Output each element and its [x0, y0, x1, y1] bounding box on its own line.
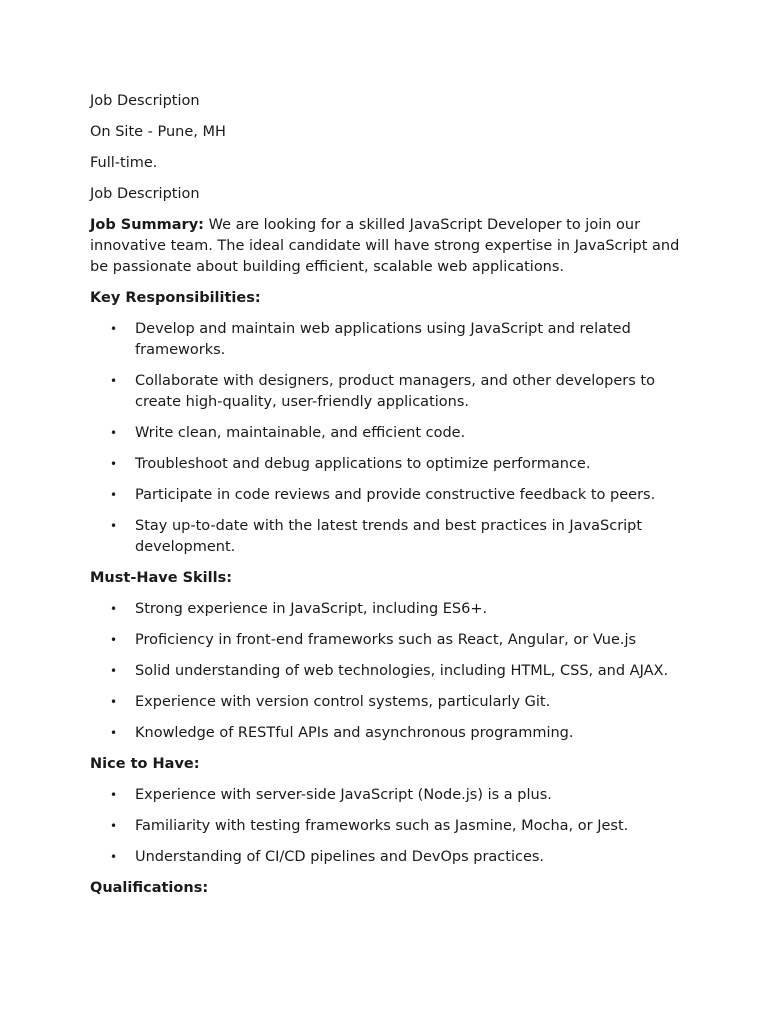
document-page	[90, 91, 690, 909]
list-item-text: Familiarity with testing frameworks such as Jasmine, Mocha, or Jest.	[135, 818, 629, 834]
job-summary-label: Job Summary:	[90, 217, 204, 233]
bullet-icon: •	[110, 819, 118, 833]
list-item	[90, 723, 690, 744]
doc-title: Job Description	[90, 93, 200, 109]
list-item	[90, 692, 690, 713]
list-item	[90, 319, 690, 361]
list-item-text: Understanding of CI/CD pipelines and DevOps practices.	[135, 849, 545, 865]
list-item-text: Develop and maintain web applications using JavaScript and related frameworks.	[135, 321, 631, 358]
bullet-icon: •	[110, 695, 118, 709]
qualifications-heading: Qualifications:	[90, 880, 209, 896]
list-item	[90, 423, 690, 444]
list-item-text: Collaborate with designers, product managers, and other developers to create high-quality, user-friendly applications.	[135, 373, 655, 410]
list-item-text: Strong experience in JavaScript, including ES6+.	[135, 601, 488, 617]
job-summary-text: We are looking for a skilled JavaScript Developer to join our innovative team. The ideal candidate will have strong expertise in JavaScript and be passionate about building efficient, scalable web applications.	[90, 217, 680, 275]
bullet-icon: •	[110, 788, 118, 802]
list-item	[90, 661, 690, 682]
list-item	[90, 371, 690, 413]
bullet-icon: •	[110, 602, 118, 616]
list-item-text: Solid understanding of web technologies, including HTML, CSS, and AJAX.	[135, 663, 669, 679]
list-item	[90, 785, 690, 806]
list-item	[90, 599, 690, 620]
bullet-icon: •	[110, 374, 118, 388]
list-item-text: Experience with server-side JavaScript (Node.js) is a plus.	[135, 787, 552, 803]
responsibilities-list	[90, 319, 690, 558]
bullet-icon: •	[110, 457, 118, 471]
must-have-heading: Must-Have Skills:	[90, 570, 233, 586]
list-item	[90, 816, 690, 837]
list-item-text: Troubleshoot and debug applications to optimize performance.	[135, 456, 591, 472]
must-have-list	[90, 599, 690, 744]
bullet-icon: •	[110, 426, 118, 440]
bullet-icon: •	[110, 726, 118, 740]
list-item	[90, 516, 690, 558]
list-item-text: Participate in code reviews and provide constructive feedback to peers.	[135, 487, 656, 503]
list-item-text: Knowledge of RESTful APIs and asynchronous programming.	[135, 725, 574, 741]
list-item	[90, 847, 690, 868]
bullet-icon: •	[110, 664, 118, 678]
job-location: On Site - Pune, MH	[90, 124, 226, 140]
list-item-text: Stay up-to-date with the latest trends and best practices in JavaScript development.	[135, 518, 643, 555]
nice-to-have-list	[90, 785, 690, 868]
list-item-text: Experience with version control systems, particularly Git.	[135, 694, 551, 710]
list-item	[90, 485, 690, 506]
nice-to-have-heading: Nice to Have:	[90, 756, 200, 772]
job-summary	[90, 215, 690, 278]
bullet-icon: •	[110, 633, 118, 647]
employment-type: Full-time.	[90, 155, 158, 171]
bullet-icon: •	[110, 488, 118, 502]
list-item-text: Write clean, maintainable, and efficient code.	[135, 425, 466, 441]
responsibilities-heading: Key Responsibilities:	[90, 290, 261, 306]
list-item	[90, 454, 690, 475]
list-item	[90, 630, 690, 651]
bullet-icon: •	[110, 322, 118, 336]
list-item-text: Proficiency in front-end frameworks such as React, Angular, or Vue.js	[135, 632, 637, 648]
doc-title-secondary: Job Description	[90, 186, 200, 202]
bullet-icon: •	[110, 519, 118, 533]
bullet-icon: •	[110, 850, 118, 864]
